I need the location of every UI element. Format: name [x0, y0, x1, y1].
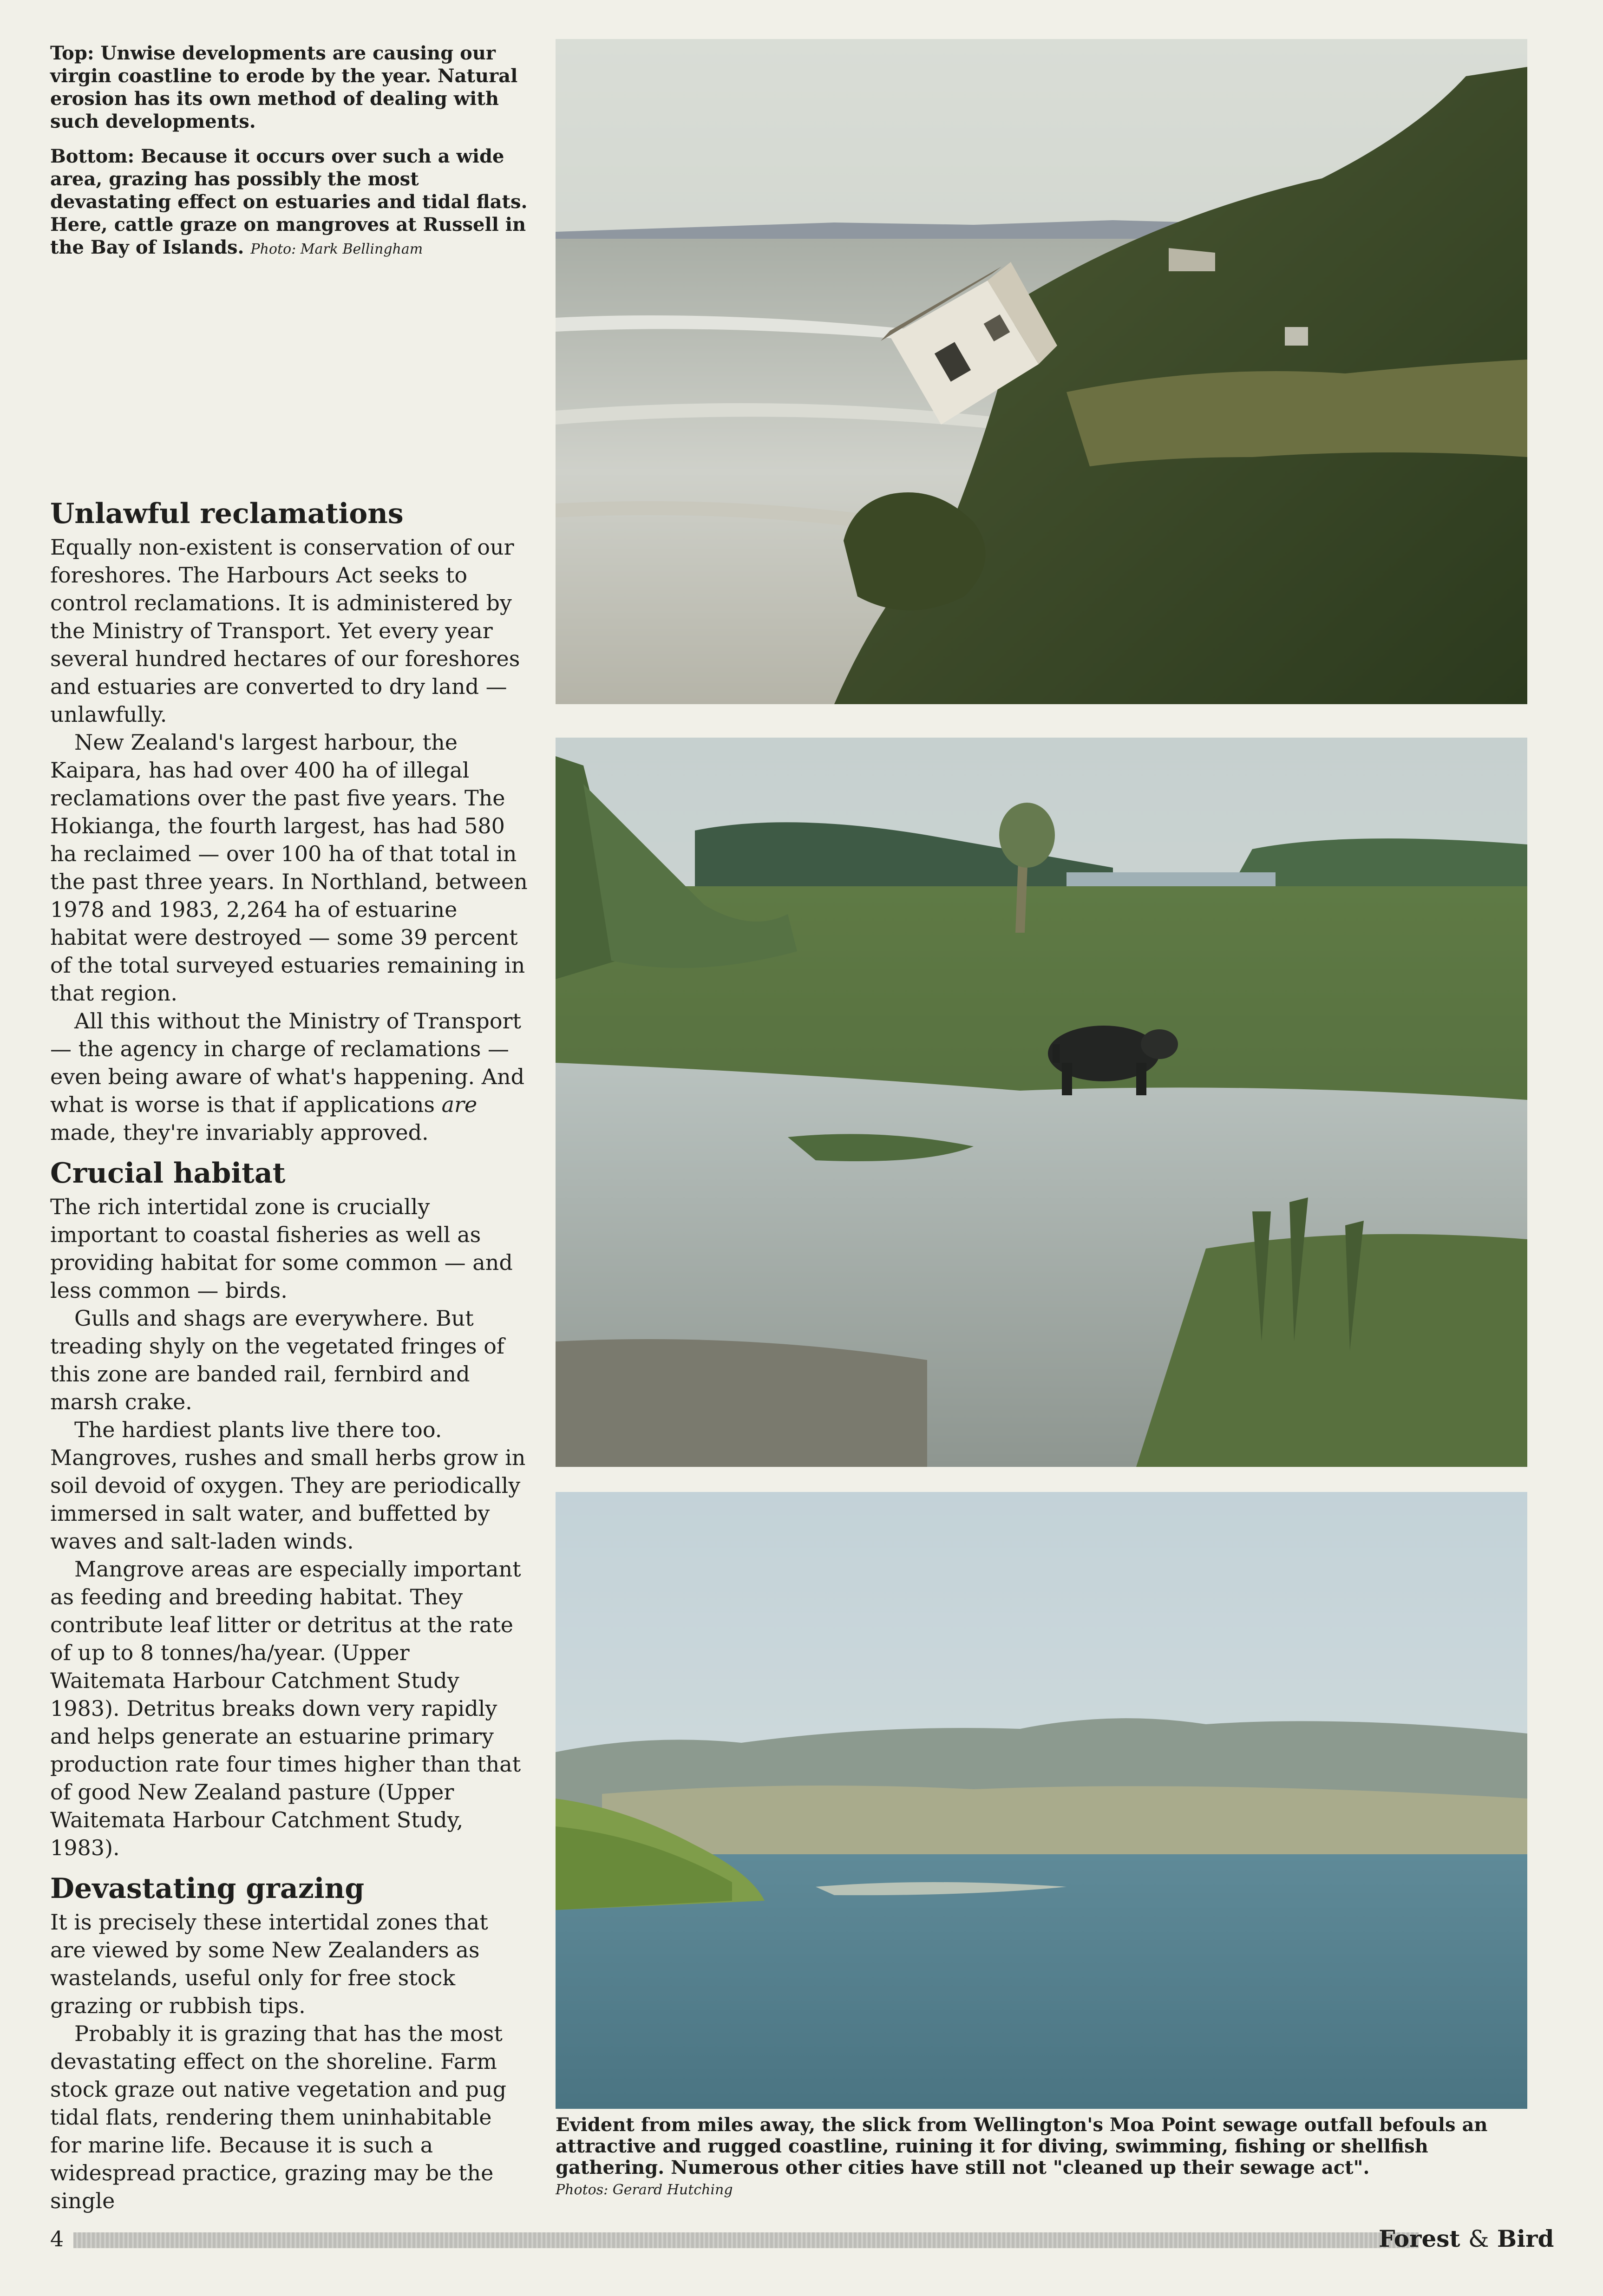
- photo-credit: Photos: Gerard Hutching: [556, 2182, 733, 2198]
- brand-ampersand: &: [1468, 2225, 1489, 2252]
- paragraph: Probably it is grazing that has the most devastating effect on the shoreline. Farm stock graze out native vegetation and pug tidal flats, rendering them uninhabitable for marine life. Because it is such a widespread practice, grazing may be the single: [50, 2021, 507, 2213]
- caption-bottom-photo-text: Bottom: Because it occurs over such a wide area, grazing has possibly the most devastating effect on estuaries and tidal flats. Here, cattle graze on mangroves at Russell in the Bay of Islands.: [50, 145, 528, 258]
- section-heading-unlawful-reclamations: Unlawful reclamations: [50, 497, 404, 530]
- photo-cattle-in-mangroves-image: [556, 738, 1527, 1467]
- paragraph: Equally non-existent is conservation of our foreshores. The Harbours Act seeks to control reclamations. It is administered by the Ministry of Transport. Yet every year several hundred hectares of our foreshores and estuaries are converted to dry land — unlawfully.: [50, 535, 520, 727]
- photo-cattle-in-mangroves: [556, 738, 1527, 1467]
- caption-sewage-text: Evident from miles away, the slick from Wellington's Moa Point sewage outfall befouls an attractive and rugged coastline, ruining it for diving, swimming, fishing or shellfish gathering. Numerous other cities have still not "cleaned up their sewage act".: [556, 2114, 1488, 2178]
- paragraph: New Zealand's largest harbour, the Kaipara, has had over 400 ha of illegal reclamations over the past five years. The Hokianga, the fourth largest, has had 580 ha reclaimed — over 100 ha of that total in the past three years. In Northland, between 1978 and 1983, 2,264 ha of estuarine habitat were destroyed — some 39 percent of the total surveyed estuaries remaining in that region.: [50, 730, 528, 1006]
- page-footer: [50, 2225, 1554, 2253]
- article-body: [50, 497, 529, 2215]
- paragraph: Mangrove areas are especially important as feeding and breeding habitat. They contribute leaf litter or detritus at the rate of up to 8 tonnes/ha/year. (Upper Waitemata Harbour Catchment Study 1983). Detritus breaks down very rapidly and helps generate an estuarine primary production rate four times higher than that of good New Zealand pasture (Upper Waitemata Harbour Catchment Study, 1983).: [50, 1557, 521, 1860]
- photo-eroding-coastline-image: [556, 39, 1527, 704]
- section-heading-crucial-habitat: Crucial habitat: [50, 1157, 286, 1190]
- paragraph-text: All this without the Ministry of Transport — the agency in charge of reclamations — even being aware of what's happening. And what is worse is that if applications: [50, 1008, 525, 1117]
- paragraph: The hardiest plants live there too. Mangroves, rushes and small herbs grow in soil devoid of oxygen. They are periodically immersed in salt water, and buffetted by waves and salt-laden winds.: [50, 1417, 526, 1554]
- caption-top-photo: Top: Unwise developments are causing our virgin coastline to erode by the year. Natural erosion has its own method of dealing with such developments.: [50, 42, 518, 132]
- brand-bird: Bird: [1497, 2225, 1554, 2252]
- publication-name: [1379, 2225, 1554, 2253]
- photo-sewage-slick-coastline-image: [556, 1492, 1527, 2109]
- brand-forest: Forest: [1379, 2225, 1460, 2252]
- paragraph: The rich intertidal zone is crucially important to coastal fisheries as well as providing habitat for some common — and less common — birds.: [50, 1194, 513, 1303]
- top-photo-caption: [50, 42, 529, 273]
- paragraph: [50, 1007, 529, 1146]
- emphasis: are: [441, 1092, 478, 1117]
- paragraph: It is precisely these intertidal zones that are viewed by some New Zealanders as wastelands, useful only for free stock grazing or rubbish tips.: [50, 1910, 488, 2018]
- bottom-photo-caption: [556, 2114, 1531, 2201]
- photo-eroding-coastline: [556, 39, 1527, 704]
- page-number: 4: [50, 2226, 64, 2251]
- photo-credit: Photo: Mark Bellingham: [250, 241, 423, 257]
- photo-sewage-slick-coastline: [556, 1492, 1527, 2109]
- paragraph-text: made, they're invariably approved.: [50, 1120, 429, 1145]
- paragraph: Gulls and shags are everywhere. But treading shyly on the vegetated fringes of this zone are banded rail, fernbird and marsh crake.: [50, 1306, 504, 1414]
- section-heading-devastating-grazing: Devastating grazing: [50, 1872, 365, 1905]
- caption-bottom-photo: [50, 145, 529, 261]
- footer-rule: [73, 2232, 1419, 2248]
